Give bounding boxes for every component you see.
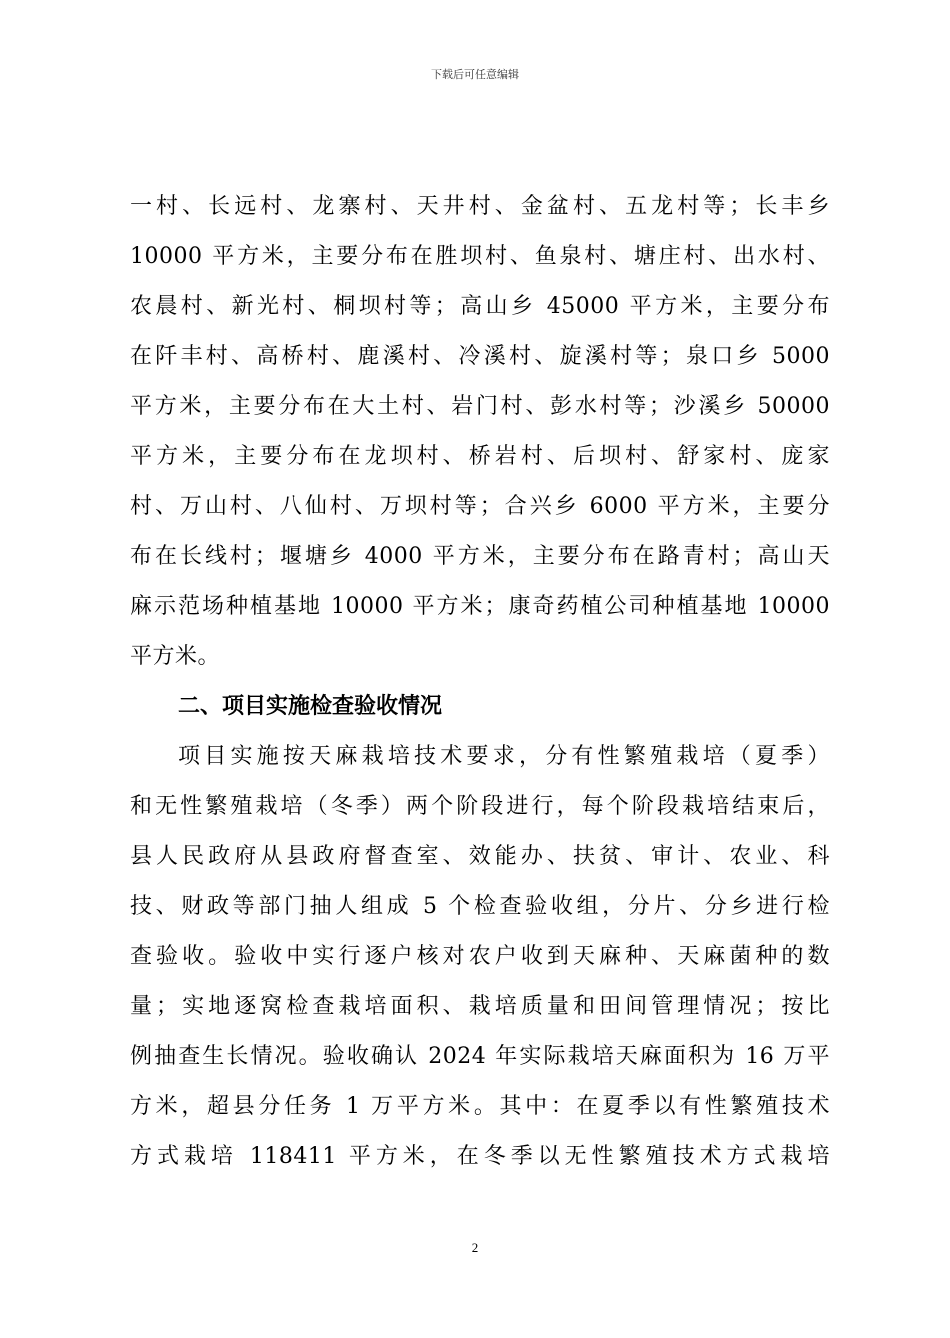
- text-line: 10000 平方米，主要分布在胜坝村、鱼泉村、塘庄村、出水村、: [130, 244, 830, 269]
- text-line: 在阡丰村、高桥村、鹿溪村、冷溪村、旋溪村等；泉口乡 5000: [130, 344, 830, 369]
- paragraph-2: [130, 732, 830, 1182]
- text-line: 和无性繁殖栽培（冬季）两个阶段进行，每个阶段栽培结束后，: [130, 794, 830, 819]
- text-line: 平方米。: [130, 644, 221, 669]
- page-number: 2: [471, 1240, 479, 1255]
- text-line: 农晨村、新光村、桐坝村等；高山乡 45000 平方米，主要分布: [130, 294, 830, 319]
- section-heading: 二、项目实施检查验收情况: [178, 694, 443, 719]
- text-line: 一村、长远村、龙寨村、天井村、金盆村、五龙村等；长丰乡: [130, 194, 830, 219]
- text-line: 布在长线村；堰塘乡 4000 平方米，主要分布在路青村；高山天: [130, 544, 830, 569]
- text-line: 麻示范场种植基地 10000 平方米；康奇药植公司种植基地 10000: [130, 594, 830, 619]
- text-line: 查验收。验收中实行逐户核对农户收到天麻种、天麻菌种的数: [130, 944, 830, 969]
- text-line: 项目实施按天麻栽培技术要求，分有性繁殖栽培（夏季）: [178, 744, 830, 769]
- text-line: 方米，超县分任务 1 万平方米。其中：在夏季以有性繁殖技术: [130, 1094, 830, 1119]
- text-line: 平方米，主要分布在大土村、岩门村、彭水村等；沙溪乡 50000: [130, 394, 830, 419]
- text-line: 平方米，主要分布在龙坝村、桥岩村、后坝村、舒家村、庞家: [130, 444, 830, 469]
- paragraph-1: [130, 182, 830, 682]
- text-line: 村、万山村、八仙村、万坝村等；合兴乡 6000 平方米，主要分: [130, 494, 830, 519]
- page-header: 下载后可任意编辑: [431, 68, 519, 81]
- text-line: 县人民政府从县政府督查室、效能办、扶贫、审计、农业、科: [130, 844, 830, 869]
- text-line: 量；实地逐窝检查栽培面积、栽培质量和田间管理情况；按比: [130, 994, 830, 1019]
- text-line: 例抽查生长情况。验收确认 2024 年实际栽培天麻面积为 16 万平: [130, 1044, 830, 1069]
- document-body: [130, 182, 830, 1182]
- text-line: 技、财政等部门抽人组成 5 个检查验收组，分片、分乡进行检: [130, 894, 830, 919]
- text-line: 方式栽培 118411 平方米，在冬季以无性繁殖技术方式栽培: [130, 1144, 830, 1169]
